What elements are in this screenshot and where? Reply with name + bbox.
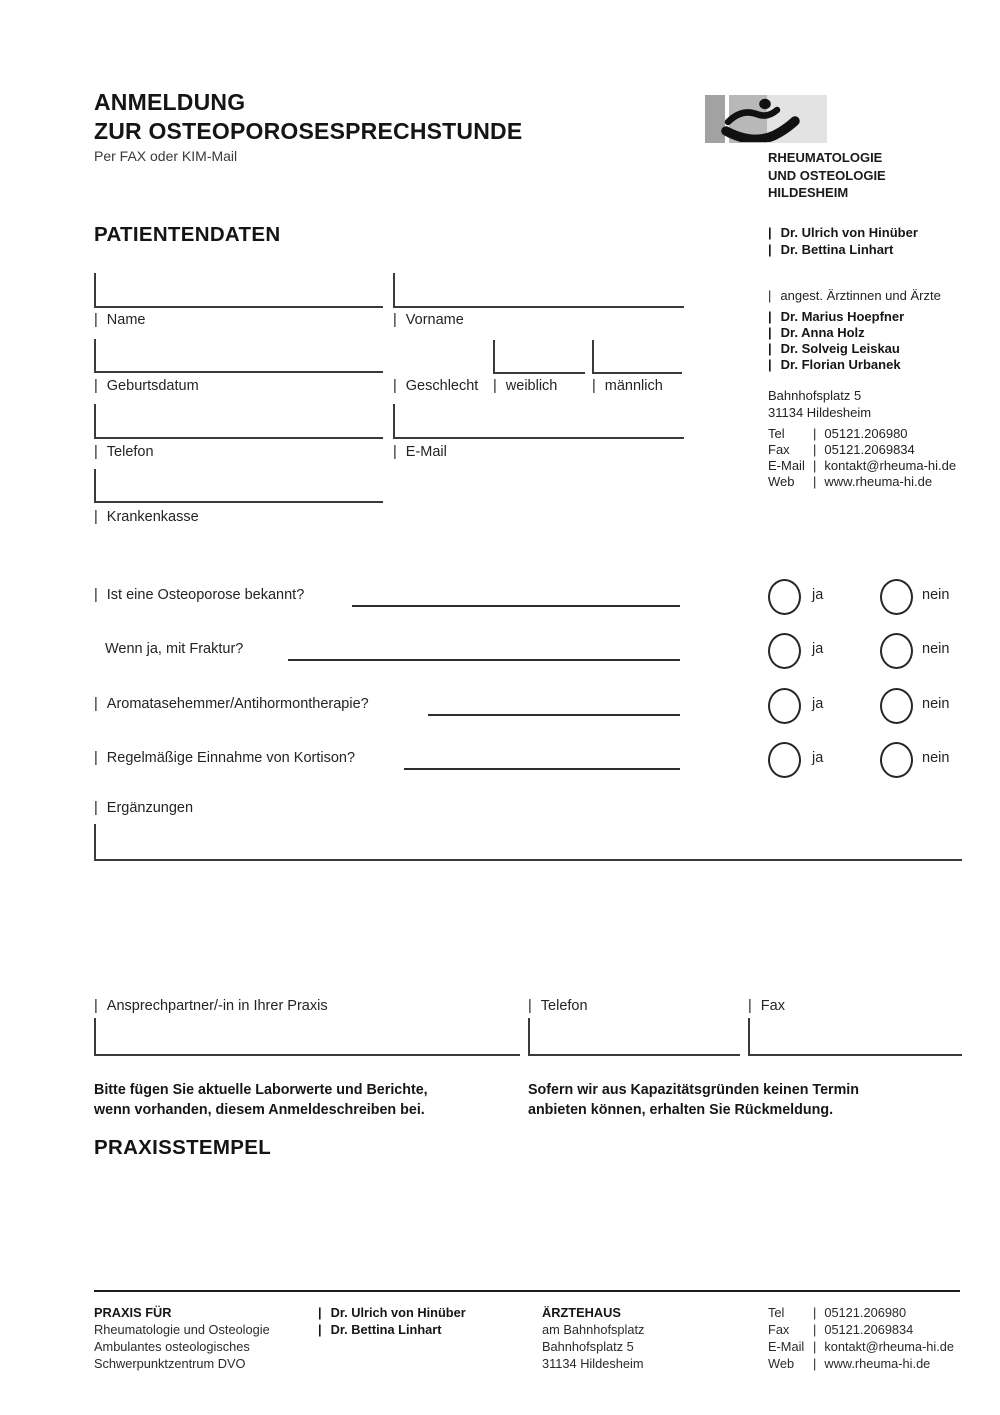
form-subtitle: Per FAX oder KIM-Mail [94,148,238,164]
praxis-telefon-label: | Telefon [528,998,588,1014]
doctor-name: | Dr. Ulrich von Hinüber [768,224,918,241]
contact-value: | 05121.2069834 [813,442,915,457]
contact-label: Web [768,1356,795,1371]
doctor-name: | Dr. Solveig Leiskau [768,341,904,357]
telefon-label: | Telefon [94,444,154,460]
geschlecht-label: | Geschlecht [393,378,478,394]
geschlecht-maennlich-checkbox[interactable] [592,340,682,374]
krankenkasse-label: | Krankenkasse [94,509,199,525]
note-line: Sofern wir aus Kapazitätsgründen keinen Termin [528,1082,860,1098]
answer-line[interactable] [288,659,680,661]
contact-label: Tel [768,426,785,441]
contact-label: Web [768,474,795,489]
contact-value: | www.rheuma-hi.de [813,1356,930,1371]
footer-doctors-column [318,1304,466,1338]
question-row-antihormontherapie [0,688,1000,722]
sidebar-address [768,387,871,421]
geburtsdatum-input-box[interactable] [94,339,383,373]
ja-label: ja [812,641,824,657]
praxis-telefon-input-box[interactable] [528,1018,740,1056]
footer-address-line: am Bahnhofsplatz [542,1322,645,1337]
footer-divider [94,1290,960,1292]
contact-label: Fax [768,1322,790,1337]
contact-value: | kontakt@rheuma-hi.de [813,458,956,473]
contact-label: Tel [768,1305,785,1320]
maennlich-label: | männlich [592,378,663,394]
question-row-fraktur [0,633,1000,667]
sidebar-employed-doctors [768,309,904,373]
contact-value: | 05121.206980 [813,1305,906,1320]
praxis-fax-input-box[interactable] [748,1018,962,1056]
note-rueckmeldung [528,1080,958,1120]
email-input-box[interactable] [393,404,684,439]
radio-ja[interactable] [768,633,801,669]
ja-label: ja [812,587,824,603]
doctor-name: | Dr. Ulrich von Hinüber [318,1304,466,1321]
contact-label: Fax [768,442,790,457]
note-line: Bitte fügen Sie aktuelle Laborwerte und Berichte, [94,1082,428,1098]
sidebar-contact [768,426,956,490]
doctor-name: | Dr. Anna Holz [768,325,904,341]
vorname-label: | Vorname [393,312,464,328]
doctor-name: | Dr. Bettina Linhart [768,241,918,258]
answer-line[interactable] [404,768,680,770]
contact-row-email [768,1338,954,1355]
radio-nein[interactable] [880,742,913,778]
footer-practice-line: Ambulantes osteologisches [94,1339,250,1354]
nein-label: nein [922,641,950,657]
nein-label: nein [922,587,950,603]
sidebar-partner-doctors [768,224,918,258]
contact-value: | 05121.2069834 [813,1322,913,1337]
form-title-line2: ZUR OSTEOPOROSESPRECHSTUNDE [94,118,523,144]
note-line: wenn vorhanden, diesem Anmeldeschreiben bei. [94,1102,425,1118]
radio-ja[interactable] [768,688,801,724]
nein-label: nein [922,750,950,766]
brand-line3: HILDESHEIM [768,185,849,200]
footer-practice-line: Rheumatologie und Osteologie [94,1322,270,1337]
telefon-input-box[interactable] [94,404,383,439]
ansprechpartner-input-box[interactable] [94,1018,520,1056]
contact-row-fax [768,442,956,458]
weiblich-label: | weiblich [493,378,557,394]
geburtsdatum-label: | Geburtsdatum [94,378,199,394]
footer-address-line: 31134 Hildesheim [542,1356,644,1371]
radio-ja[interactable] [768,742,801,778]
ergaenzungen-input-box[interactable] [94,824,962,861]
contact-row-email [768,458,956,474]
contact-value: | www.rheuma-hi.de [813,474,932,489]
form-title-line1: ANMELDUNG [94,89,246,115]
contact-value: | kontakt@rheuma-hi.de [813,1339,954,1354]
note-laborwerte [94,1080,524,1120]
ja-label: ja [812,696,824,712]
radio-nein[interactable] [880,579,913,615]
contact-row-tel [768,1304,954,1321]
radio-ja[interactable] [768,579,801,615]
note-line: anbieten können, erhalten Sie Rückmeldung. [528,1102,834,1118]
question-label: | Regelmäßige Einnahme von Kortison? [94,750,355,766]
praxisstempel-heading: PRAXISSTEMPEL [94,1136,272,1159]
question-label: | Ist eine Osteoporose bekannt? [94,587,304,603]
answer-line[interactable] [352,605,680,607]
nein-label: nein [922,696,950,712]
doctor-name: | Dr. Marius Hoepfner [768,309,904,325]
contact-row-fax [768,1321,954,1338]
doctor-name: | Dr. Bettina Linhart [318,1321,466,1338]
doctor-name: | Dr. Florian Urbanek [768,357,904,373]
ja-label: ja [812,750,824,766]
contact-label: E-Mail [768,1339,805,1354]
footer-practice-title: PRAXIS FÜR [94,1305,172,1320]
practice-brand-name [768,149,886,202]
ergaenzungen-label: | Ergänzungen [94,800,193,816]
krankenkasse-input-box[interactable] [94,469,383,503]
email-label: | E-Mail [393,444,447,460]
ansprechpartner-label: | Ansprechpartner/-in in Ihrer Praxis [94,998,328,1014]
address-street: Bahnhofsplatz 5 [768,388,862,403]
address-city: 31134 Hildesheim [768,405,872,420]
footer-address-column [542,1304,644,1372]
question-label: | Aromatasehemmer/Antihormontherapie? [94,696,369,712]
contact-row-web [768,1355,954,1372]
footer-practice-column [94,1304,270,1372]
brand-line1: RHEUMATOLOGIE [768,150,883,165]
footer-practice-line: Schwerpunktzentrum DVO [94,1356,246,1371]
question-label: Wenn ja, mit Fraktur? [105,641,244,657]
footer-contact-column [768,1304,954,1372]
contact-label: E-Mail [768,458,805,473]
answer-line[interactable] [428,714,680,716]
logo-figure-icon [721,96,805,142]
question-row-kortison [0,742,1000,776]
geschlecht-weiblich-checkbox[interactable] [493,340,585,374]
question-row-osteoporose [0,579,1000,613]
practice-logo [705,95,827,143]
patient-data-heading: PATIENTENDATEN [94,223,281,246]
contact-row-tel [768,426,956,442]
brand-line2: UND OSTEOLOGIE [768,167,886,183]
footer-address-line: Bahnhofsplatz 5 [542,1339,634,1354]
footer-address-title: ÄRZTEHAUS [542,1305,621,1320]
contact-value: | 05121.206980 [813,426,908,441]
name-label: | Name [94,312,145,328]
vorname-input-box[interactable] [393,273,684,308]
radio-nein[interactable] [880,633,913,669]
contact-row-web [768,474,956,490]
praxis-fax-label: | Fax [748,998,785,1014]
name-input-box[interactable] [94,273,383,308]
form-title [94,88,522,146]
radio-nein[interactable] [880,688,913,724]
sidebar-employed-label: | angest. Ärztinnen und Ärzte [768,287,941,304]
